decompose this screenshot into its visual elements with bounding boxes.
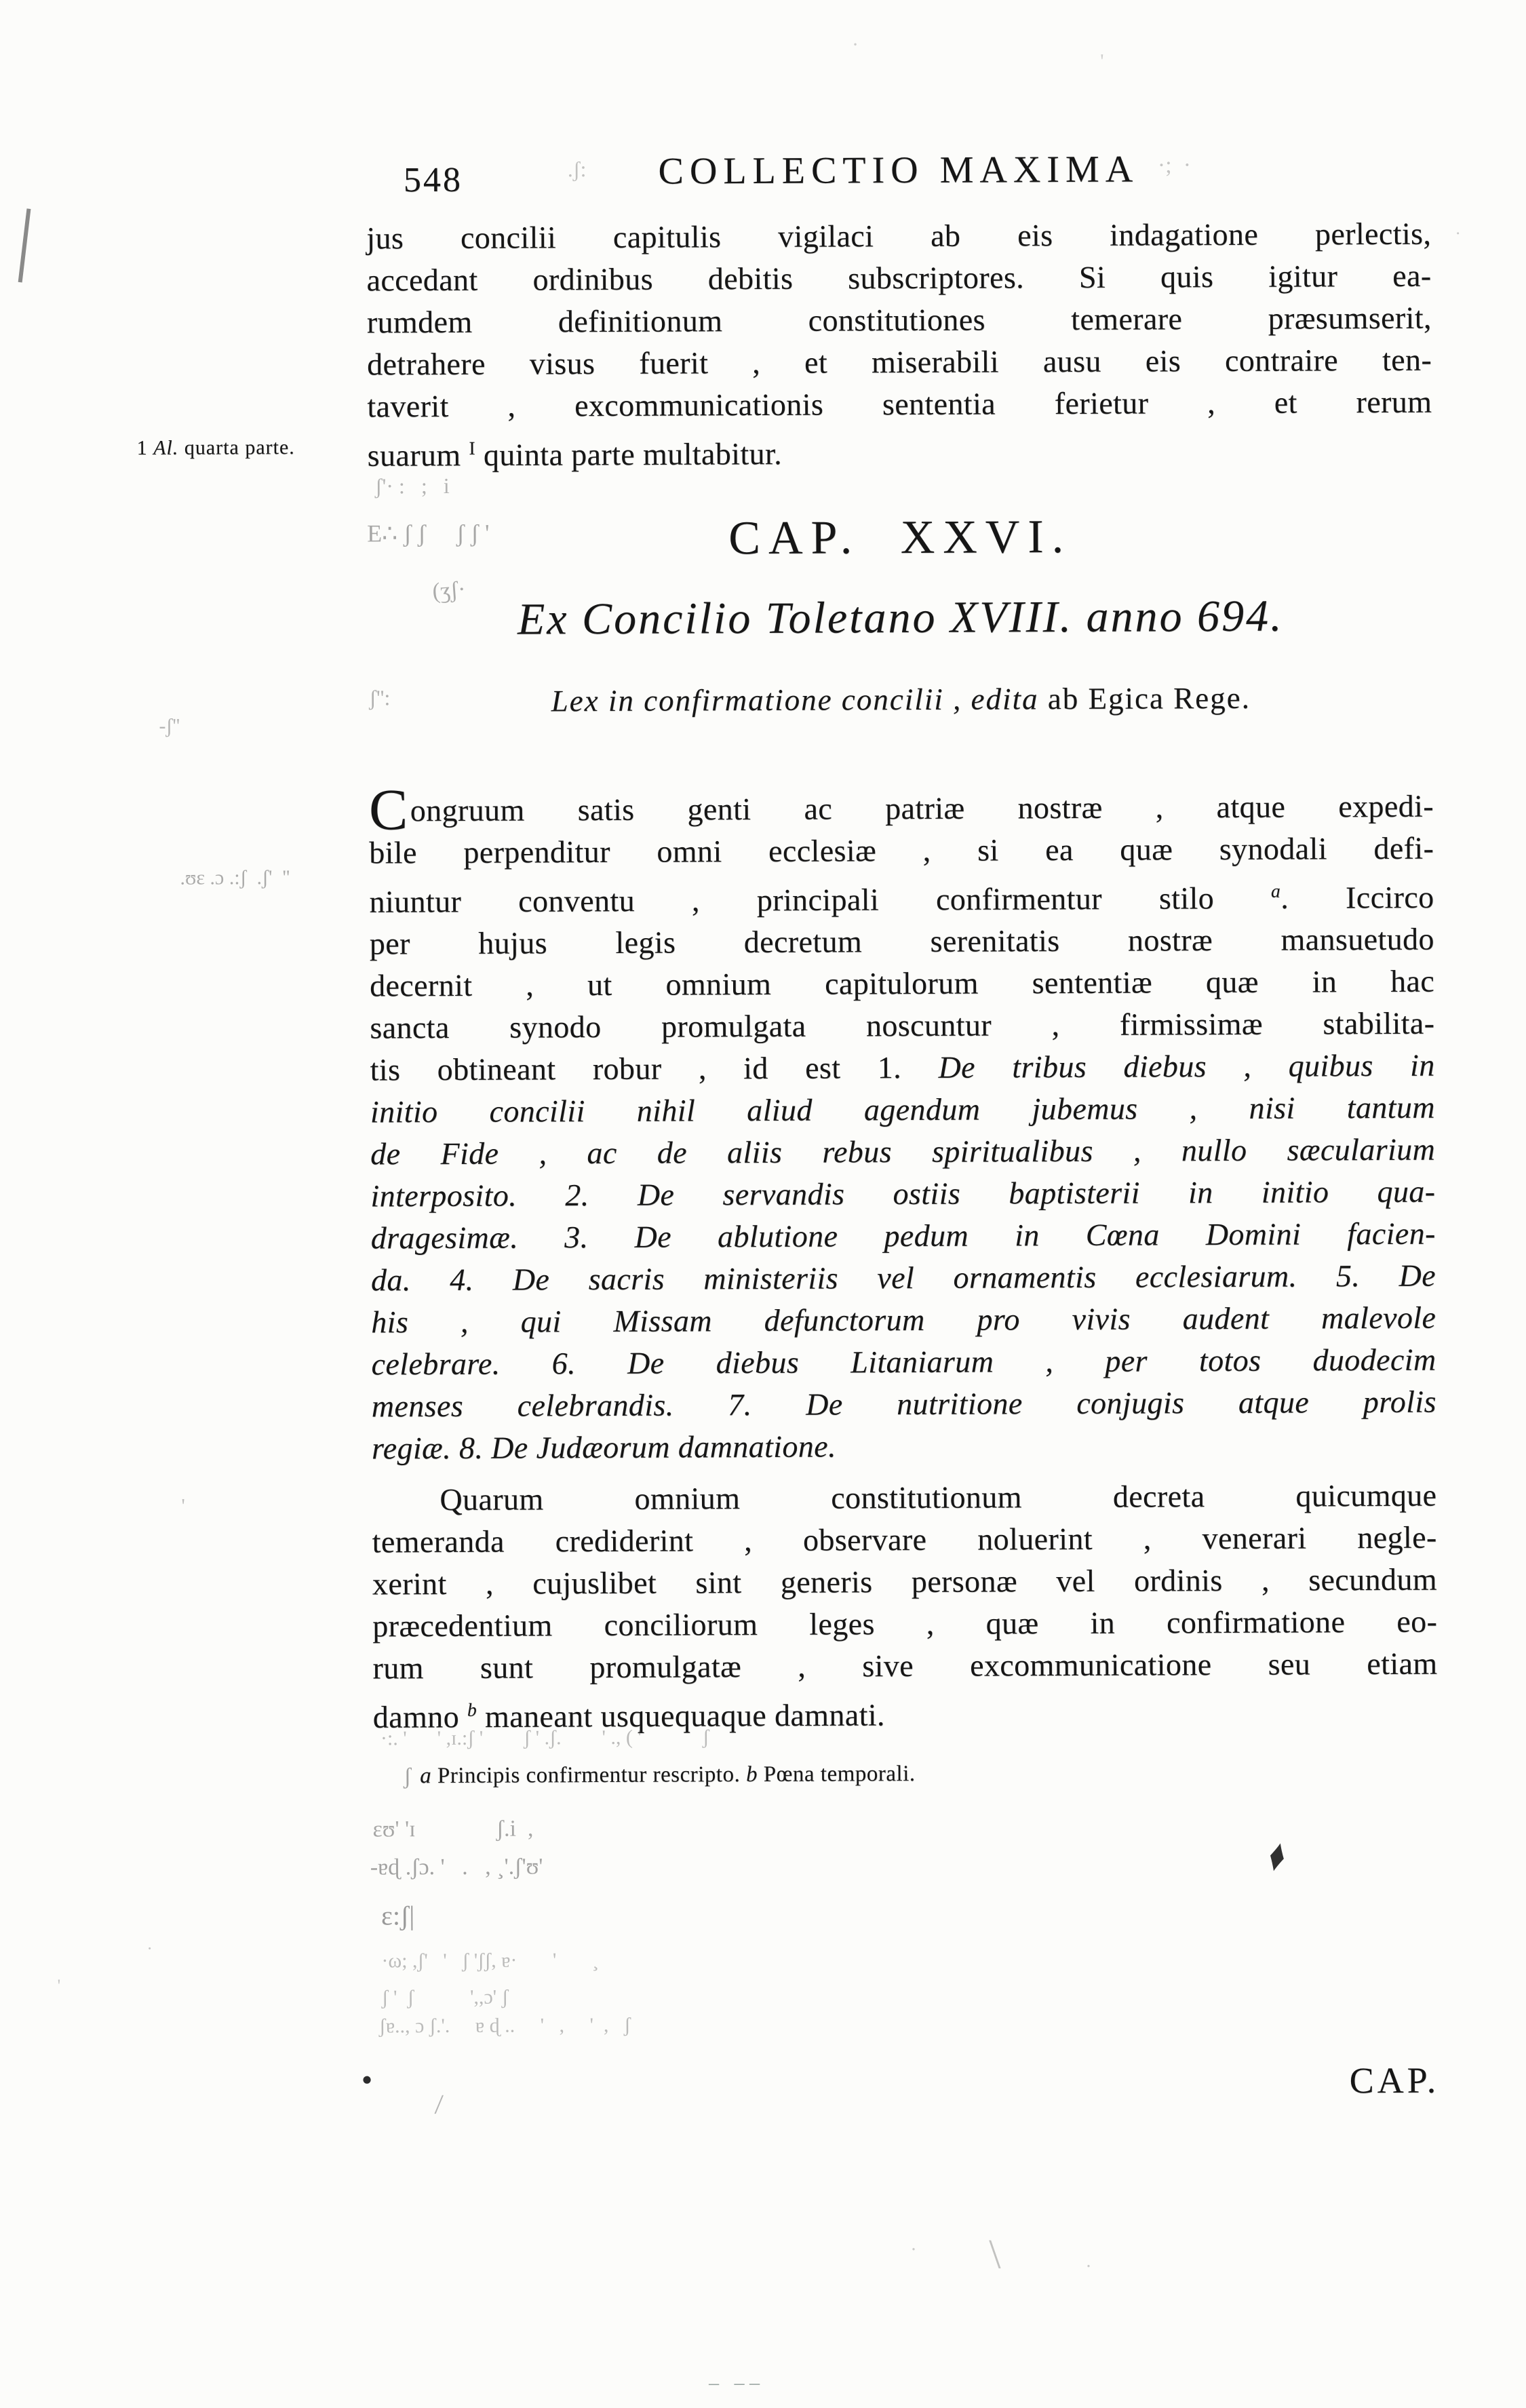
text-line bbox=[367, 339, 1432, 386]
text-segment: a bbox=[420, 1764, 438, 1789]
text-segment: regiæ. 8. De Judæorum damnatione. bbox=[372, 1429, 837, 1466]
text-segment: taverit , excommunicationis sententia ferietur , et rerum bbox=[367, 384, 1432, 424]
text-segment: tis obtineant robur , id est 1. bbox=[370, 1050, 939, 1087]
ink-smudge: ·:. ' ' ,ɪ.:ʃ ' ʃ ' .ʃ. ' ., ( ' ʃ bbox=[380, 1726, 709, 1750]
ink-smudge: · bbox=[1455, 223, 1462, 244]
text-segment: damno bbox=[372, 1699, 468, 1734]
ink-smudge: ♦ bbox=[1264, 1828, 1292, 1882]
text-segment: quinta parte multabitur. bbox=[475, 436, 783, 473]
ink-smudge: -ʃ'' bbox=[159, 714, 180, 737]
superscript-note-marker: b bbox=[467, 1698, 477, 1720]
ink-smudge: .ʊɛ .ɔ .:ʃ .ʃ' '' bbox=[180, 866, 290, 889]
text-segment: præcedentium conciliorum leges , quæ in confirmatione eo- bbox=[372, 1604, 1438, 1644]
text-line bbox=[368, 777, 1434, 842]
text-line bbox=[420, 1760, 1383, 1789]
text-line bbox=[372, 1423, 1436, 1470]
section-heading: Ex Concilio Toletano XVIII. anno 694. bbox=[517, 591, 1284, 644]
ink-smudge: / bbox=[433, 2089, 444, 2121]
text-segment: de Fide , ac de aliis rebus spiritualibus , nullo sæcularium bbox=[370, 1132, 1436, 1171]
text-segment: his , qui Missam defunctorum pro vivis audent malevole bbox=[371, 1300, 1436, 1340]
text-segment: dragesimæ. 3. De ablutione pedum in Cœna Domini facien- bbox=[370, 1216, 1436, 1256]
paragraph-congruum bbox=[368, 777, 1436, 1470]
ink-smudge: · bbox=[852, 33, 859, 56]
text-segment: . Iccirco bbox=[1280, 880, 1434, 915]
text-line bbox=[370, 1045, 1435, 1091]
text-segment: bile perpenditur omni ecclesiæ , si ea quæ synodali defi- bbox=[369, 830, 1434, 870]
text-line bbox=[367, 381, 1432, 428]
text-line bbox=[370, 1129, 1435, 1176]
text-segment: xerint , cujuslibet sint generis personæ vel ordinis , secundum bbox=[372, 1561, 1438, 1601]
text-line bbox=[366, 255, 1431, 302]
text-line bbox=[368, 680, 1433, 720]
text-segment: initio concilii nihil aliud agendum jubemus , nisi tantum bbox=[370, 1090, 1436, 1129]
ink-smudge: E∴ ʃ ʃ ʃ ʃ ' bbox=[367, 519, 490, 547]
ink-smudge: ʃ ' ʃ ',,ɔ' ʃ bbox=[381, 1985, 509, 2009]
text-segment: celebrare. 6. De diebus Litaniarum , per totos duodecim bbox=[371, 1342, 1436, 1382]
text-line bbox=[373, 1685, 1438, 1739]
ink-smudge: (ʒʃ· bbox=[431, 577, 467, 604]
text-line bbox=[369, 870, 1434, 923]
text-segment: decernit , ut omnium capitulorum sententiæ quæ in hac bbox=[370, 964, 1435, 1003]
text-line bbox=[370, 1087, 1435, 1133]
text-segment: Al. bbox=[153, 436, 179, 459]
text-line bbox=[368, 423, 1432, 477]
text-segment: rumdem definitionum constitutiones temerare præsumserit, bbox=[366, 300, 1432, 340]
ink-smudge: ' bbox=[57, 1975, 61, 1996]
superscript-note-marker: I bbox=[469, 437, 476, 459]
ink-smudge: | bbox=[12, 191, 39, 284]
chapter-heading: CAP. XXVI. bbox=[728, 511, 1072, 565]
text-line bbox=[372, 1381, 1436, 1428]
text-line bbox=[371, 1297, 1436, 1344]
ink-smudge: ʃ bbox=[404, 1764, 412, 1789]
ink-smudge: \ bbox=[989, 2231, 1001, 2278]
ink-smudge: ʃ'· : ; i bbox=[374, 473, 450, 499]
ink-smudge: · bbox=[1085, 2255, 1092, 2277]
text-line bbox=[370, 960, 1434, 1007]
text-line bbox=[372, 1643, 1437, 1690]
ink-smudge: ɛ:ʃ| bbox=[381, 1900, 415, 1931]
text-line bbox=[367, 297, 1432, 344]
text-segment: 1 bbox=[136, 436, 154, 460]
ink-smudge: · bbox=[146, 1938, 153, 1958]
text-line bbox=[371, 1339, 1436, 1386]
text-line bbox=[372, 1475, 1436, 1521]
ink-smudge: ·ω; ,ʃ' ' ʃ 'ʃʃ, ɐ· ' ¸ bbox=[381, 1949, 599, 1973]
text-segment: ongruum satis genti ac patriæ nostræ , atque expedi- bbox=[410, 788, 1434, 828]
superscript-note-marker: a bbox=[1270, 880, 1281, 901]
text-line bbox=[370, 1171, 1435, 1218]
text-line bbox=[370, 1003, 1434, 1049]
text-segment: detrahere visus fuerit , et miserabili ausu eis contraire ten- bbox=[367, 342, 1432, 382]
text-segment: per hujus legis decretum serenitatis nostræ mansuetudo bbox=[369, 922, 1434, 961]
text-segment: ab Egica Rege. bbox=[1038, 680, 1251, 716]
text-segment: jus concilii capitulis vigilaci ab eis indagatione perlectis, bbox=[366, 216, 1432, 256]
drop-cap-initial: C bbox=[368, 777, 408, 842]
paragraph-quarum bbox=[372, 1475, 1438, 1739]
text-line bbox=[371, 1255, 1436, 1302]
page-number: 548 bbox=[403, 160, 463, 200]
text-line bbox=[370, 918, 1434, 965]
ink-smudge: ʃ'': bbox=[369, 685, 391, 710]
text-line bbox=[371, 1213, 1436, 1260]
running-title: COLLECTIO MAXIMA bbox=[658, 148, 1139, 193]
text-segment: accedant ordinibus debitis subscriptores. Si quis igitur ea- bbox=[366, 258, 1432, 298]
text-segment: sancta synodo promulgata noscuntur , firmissimæ stabilita- bbox=[370, 1006, 1435, 1045]
text-line bbox=[137, 435, 381, 460]
ink-smudge: · bbox=[910, 2239, 917, 2261]
text-segment: quarta parte. bbox=[178, 436, 295, 459]
text-line bbox=[372, 1601, 1437, 1648]
text-segment: maneant usquequaque damnati. bbox=[477, 1697, 886, 1734]
ink-smudge: ' bbox=[1100, 50, 1104, 73]
ink-smudge: -ɐɖ .ʃɔ. ' . , ¸'.ʃ'ʊ' bbox=[370, 1854, 543, 1880]
ink-smudge: ● bbox=[361, 2069, 372, 2089]
text-line bbox=[369, 828, 1434, 874]
ink-smudge: ·; · bbox=[1157, 153, 1192, 178]
text-segment: Principis confirmentur rescripto. bbox=[437, 1762, 747, 1789]
subsection-heading bbox=[368, 680, 1433, 720]
ink-smudge: ʃɐ.., ɔ ʃ.'. ɐ ɖ .. ' , ' , ʃ bbox=[378, 2013, 631, 2038]
margin-note bbox=[137, 435, 381, 460]
text-segment: Lex in confirmatione concilii , edita bbox=[551, 682, 1039, 718]
text-segment: da. 4. De sacris ministeriis vel ornamentis ecclesiarum. 5. De bbox=[370, 1258, 1436, 1298]
ink-smudge: ɛʊ' 'ɪ ʃ.i , bbox=[372, 1816, 534, 1842]
ink-smudge: ' bbox=[181, 1494, 185, 1517]
text-segment: Pœna temporali. bbox=[763, 1762, 916, 1787]
text-segment: menses celebrandis. 7. De nutritione conjugis atque prolis bbox=[371, 1384, 1436, 1424]
text-segment: niuntur conventu , principali confirmentur stilo bbox=[369, 880, 1272, 919]
text-segment: temeranda crediderint , observare noluerint , venerari negle- bbox=[372, 1519, 1437, 1559]
ink-smudge: .ʃ: bbox=[567, 157, 587, 182]
paragraph-continuation bbox=[366, 213, 1432, 477]
catchword: CAP. bbox=[1349, 2059, 1440, 2101]
text-segment: rum sunt promulgatæ , sive excommunicatione seu etiam bbox=[372, 1646, 1438, 1686]
footnote bbox=[420, 1760, 1383, 1789]
text-segment: De tribus diebus , quibus in bbox=[938, 1048, 1435, 1085]
ink-smudge: – – – bbox=[709, 2371, 760, 2394]
text-line bbox=[366, 213, 1431, 260]
text-segment: interposito. 2. De servandis ostiis baptisterii in initio qua- bbox=[370, 1174, 1436, 1213]
text-segment: b bbox=[745, 1762, 764, 1787]
text-line bbox=[372, 1517, 1437, 1564]
text-line bbox=[372, 1559, 1437, 1606]
text-segment: suarum bbox=[367, 438, 469, 473]
text-segment: Quarum omnium constitutionum decreta quicumque bbox=[439, 1477, 1437, 1517]
